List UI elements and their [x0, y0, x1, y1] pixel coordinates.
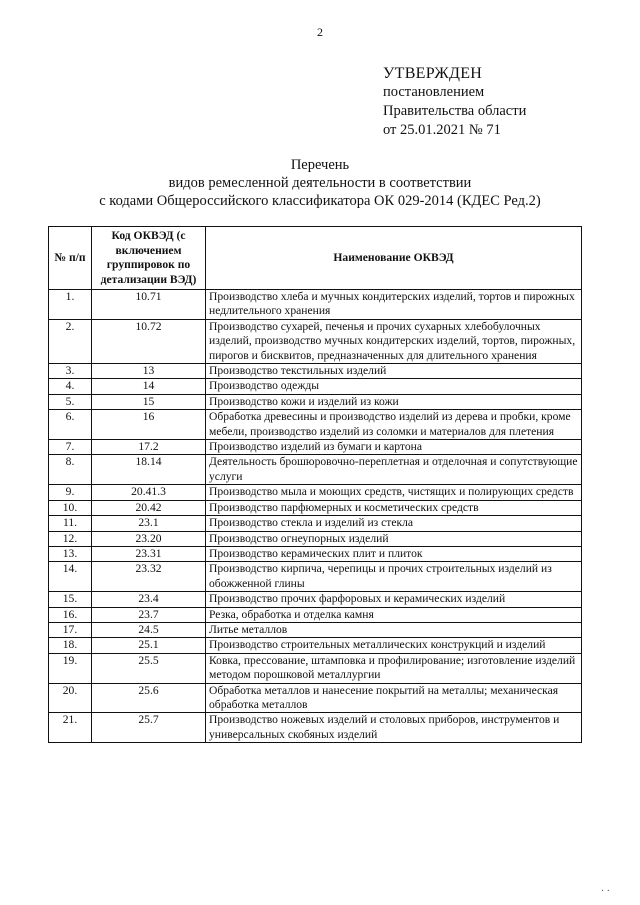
approval-line: от 25.01.2021 № 71: [383, 122, 501, 138]
row-name: Производство мыла и моющих средств, чистящих и полирующих средств: [206, 485, 582, 500]
row-code: 23.7: [92, 607, 206, 622]
row-name: Обработка древесины и производство изделий из дерева и пробки, кроме мебели, производство изделий из соломки и материалов для плетения: [206, 410, 582, 440]
row-code: 23.4: [92, 592, 206, 607]
header-name: Наименование ОКВЭД: [206, 227, 582, 290]
row-code: 25.1: [92, 638, 206, 653]
header-code: Код ОКВЭД (с включением группировок по детализации ВЭД): [92, 227, 206, 290]
row-number: 3.: [49, 364, 92, 379]
row-number: 7.: [49, 440, 92, 455]
table-row: [49, 440, 582, 455]
row-name: Производство текстильных изделий: [206, 364, 582, 379]
table-row: [49, 683, 582, 713]
scan-artifact: · ·: [600, 886, 610, 897]
row-code: 18.14: [92, 455, 206, 485]
row-name: Производство строительных металлических конструкций и изделий: [206, 638, 582, 653]
page-number: 2: [317, 25, 323, 39]
row-code: 25.6: [92, 683, 206, 713]
table-row: [49, 622, 582, 637]
title-line: с кодами Общероссийского классификатора ОК 029-2014 (КДЕС Ред.2): [99, 193, 541, 209]
row-number: 10.: [49, 500, 92, 515]
row-number: 11.: [49, 516, 92, 531]
document-title: [0, 156, 640, 210]
table-body: [49, 290, 582, 743]
okved-table: [48, 226, 582, 743]
row-number: 2.: [49, 319, 92, 363]
row-number: 21.: [49, 713, 92, 743]
row-number: 15.: [49, 592, 92, 607]
approval-line: постановлением: [383, 84, 485, 100]
title-line: видов ремесленной деятельности в соответствии: [168, 175, 472, 191]
row-number: 8.: [49, 455, 92, 485]
row-name: Литье металлов: [206, 622, 582, 637]
approval-stamp: [383, 64, 526, 140]
row-code: 25.7: [92, 713, 206, 743]
row-name: Производство изделий из бумаги и картона: [206, 440, 582, 455]
table-row: [49, 379, 582, 394]
row-code: 23.1: [92, 516, 206, 531]
row-name: Производство одежды: [206, 379, 582, 394]
table-row: [49, 319, 582, 363]
row-name: Производство сухарей, печенья и прочих сухарных хлебобулочных изделий, производство мучных кондитерских изделий, тортов, пирожных, пирогов и бисквитов, предназначенных для длительного хранения: [206, 319, 582, 363]
table-row: [49, 546, 582, 561]
row-code: 25.5: [92, 653, 206, 683]
table-row: [49, 410, 582, 440]
table-row: [49, 290, 582, 320]
row-name: Резка, обработка и отделка камня: [206, 607, 582, 622]
row-name: Производство огнеупорных изделий: [206, 531, 582, 546]
row-code: 23.31: [92, 546, 206, 561]
row-code: 20.42: [92, 500, 206, 515]
table-row: [49, 592, 582, 607]
table-row: [49, 638, 582, 653]
table-row: [49, 394, 582, 409]
table-row: [49, 531, 582, 546]
row-number: 12.: [49, 531, 92, 546]
row-name: Производство ножевых изделий и столовых приборов, инструментов и универсальных скобяных изделий: [206, 713, 582, 743]
row-number: 4.: [49, 379, 92, 394]
row-name: Обработка металлов и нанесение покрытий на металлы; механическая обработка металлов: [206, 683, 582, 713]
table-row: [49, 516, 582, 531]
row-code: 23.20: [92, 531, 206, 546]
row-number: 16.: [49, 607, 92, 622]
table-row: [49, 500, 582, 515]
row-name: Производство кожи и изделий из кожи: [206, 394, 582, 409]
table-row: [49, 713, 582, 743]
approval-line: Правительства области: [383, 103, 527, 119]
table-row: [49, 653, 582, 683]
row-name: Ковка, прессование, штамповка и профилирование; изготовление изделий методом порошковой металлургии: [206, 653, 582, 683]
table-row: [49, 485, 582, 500]
header-num: № п/п: [49, 227, 92, 290]
row-name: Производство керамических плит и плиток: [206, 546, 582, 561]
row-name: Производство парфюмерных и косметических средств: [206, 500, 582, 515]
row-number: 18.: [49, 638, 92, 653]
row-number: 6.: [49, 410, 92, 440]
row-number: 19.: [49, 653, 92, 683]
row-number: 5.: [49, 394, 92, 409]
row-code: 17.2: [92, 440, 206, 455]
row-code: 16: [92, 410, 206, 440]
row-number: 13.: [49, 546, 92, 561]
row-name: Производство стекла и изделий из стекла: [206, 516, 582, 531]
table-row: [49, 562, 582, 592]
row-name: Производство хлеба и мучных кондитерских изделий, тортов и пирожных недлительного хранения: [206, 290, 582, 320]
row-number: 20.: [49, 683, 92, 713]
row-name: Деятельность брошюровочно-переплетная и отделочная и сопутствующие услуги: [206, 455, 582, 485]
row-code: 14: [92, 379, 206, 394]
row-code: 20.41.3: [92, 485, 206, 500]
row-number: 14.: [49, 562, 92, 592]
row-code: 13: [92, 364, 206, 379]
row-number: 9.: [49, 485, 92, 500]
table-header-row: [49, 227, 582, 290]
row-code: 10.71: [92, 290, 206, 320]
row-code: 15: [92, 394, 206, 409]
row-number: 17.: [49, 622, 92, 637]
table-row: [49, 455, 582, 485]
row-code: 10.72: [92, 319, 206, 363]
row-code: 24.5: [92, 622, 206, 637]
row-code: 23.32: [92, 562, 206, 592]
title-line: Перечень: [290, 157, 350, 173]
approval-heading: УТВЕРЖДЕН: [383, 65, 483, 82]
row-name: Производство прочих фарфоровых и керамических изделий: [206, 592, 582, 607]
row-name: Производство кирпича, черепицы и прочих строительных изделий из обожженной глины: [206, 562, 582, 592]
table-row: [49, 607, 582, 622]
table-row: [49, 364, 582, 379]
row-number: 1.: [49, 290, 92, 320]
